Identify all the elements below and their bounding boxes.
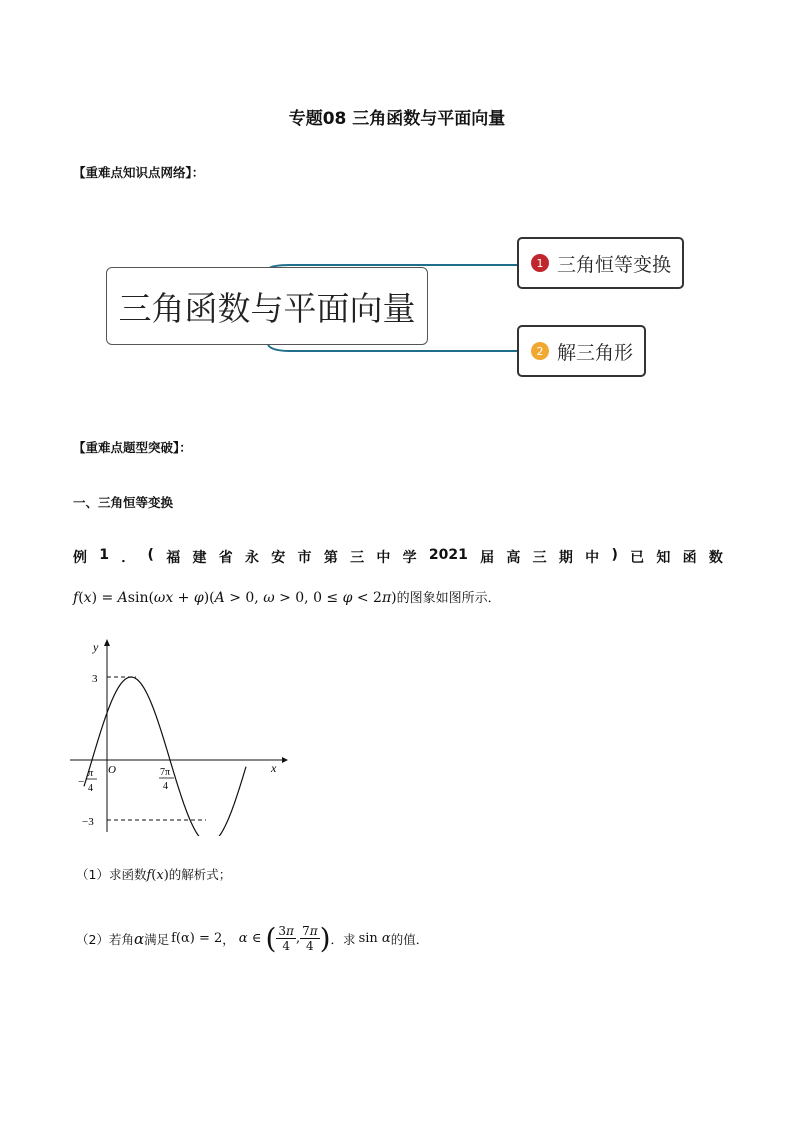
example-char: 安 — [271, 550, 286, 566]
x-tick-right-den: 4 — [163, 781, 168, 792]
example-char: 1 — [99, 547, 110, 563]
example-char: 函 — [682, 550, 697, 566]
y-axis-arrow — [104, 639, 110, 646]
example-char: 福 — [166, 550, 181, 566]
q2-end: 的值． — [390, 931, 429, 947]
example-char: 届 — [480, 550, 495, 566]
example-char: 已 — [630, 550, 645, 566]
example-char: 三 — [532, 550, 547, 566]
example-char: ． — [121, 550, 136, 566]
y-tick-top: 3 — [92, 673, 98, 685]
y-tick-bottom: −3 — [82, 816, 94, 828]
example-char: 第 — [323, 550, 338, 566]
q1-function: f(x) — [146, 868, 169, 883]
sine-graph — [70, 636, 290, 836]
q2-sin-alpha: sin α — [358, 931, 391, 946]
mind-map-branch-1 — [517, 237, 684, 289]
section-heading-knowledge-network: 【重难点知识点网络】： — [73, 165, 205, 180]
mind-map-branch-2 — [517, 325, 646, 377]
x-tick-left-den: 4 — [88, 783, 93, 794]
x-tick-left-sign: − — [78, 776, 85, 788]
function-definition — [73, 587, 501, 606]
branch-label-2: 解三角形 — [557, 341, 634, 364]
example-char: ) — [611, 547, 618, 563]
example-char: ( — [147, 547, 154, 563]
example-char: 省 — [218, 550, 233, 566]
formula-expression: f(x) = Asin(ωx + φ)(A > 0, ω > 0, 0 ≤ φ < 2π) — [73, 590, 397, 606]
branch-label-1: 三角恒等变换 — [557, 253, 672, 276]
example-char: 期 — [558, 550, 573, 566]
q2-condition: f(α) = 2 — [171, 931, 223, 946]
example-char: 永 — [245, 550, 260, 566]
page-title: 专题08 三角函数与平面向量 — [288, 109, 506, 129]
q2-comma: ， — [222, 931, 235, 947]
y-axis-label: y — [93, 640, 99, 654]
question-2 — [76, 922, 428, 955]
formula-suffix: 的图象如图所示． — [396, 591, 501, 606]
example-char: 高 — [506, 550, 521, 566]
x-axis-label: x — [271, 761, 277, 775]
example-char: 中 — [376, 550, 391, 566]
example-char: 中 — [585, 550, 600, 566]
sine-graph-svg — [70, 636, 290, 836]
q2-mid: 满足 — [144, 931, 170, 947]
example-char: 学 — [402, 550, 417, 566]
q2-alpha: α — [133, 929, 145, 948]
example-char: 2021 — [428, 547, 468, 563]
q2-tail: ．求 — [330, 931, 356, 947]
example-char: 市 — [297, 550, 312, 566]
x-axis-arrow — [282, 757, 288, 763]
q1-prefix: （1）求函数 — [76, 867, 147, 882]
example-heading-line — [73, 547, 723, 567]
x-tick-right-num: 7π — [160, 767, 171, 778]
q2-interval: α ∈ ( $\frac{3\pi}{4}$ , $\frac{7\pi}{4}$ ) — [238, 922, 331, 955]
example-char: 知 — [656, 550, 671, 566]
example-char: 三 — [350, 550, 365, 566]
subsection-heading: 一、三角恒等变换 — [73, 495, 174, 510]
example-char: 建 — [192, 550, 207, 566]
q2-prefix: （2）若角 — [76, 931, 134, 947]
question-1 — [76, 865, 231, 883]
example-char: 例 — [73, 550, 87, 566]
example-char: 数 — [708, 550, 723, 566]
origin-label: O — [108, 764, 116, 776]
mind-map-center-node: 三角函数与平面向量 — [106, 267, 428, 345]
section-heading-question-types: 【重难点题型突破】： — [73, 440, 192, 455]
q1-suffix: 的解析式； — [168, 867, 232, 882]
x-tick-left-num: π — [88, 768, 94, 779]
mind-map — [0, 220, 794, 390]
sine-curve — [84, 677, 246, 836]
number-badge-2: 2 — [531, 342, 549, 360]
number-badge-1: 1 — [531, 254, 549, 272]
